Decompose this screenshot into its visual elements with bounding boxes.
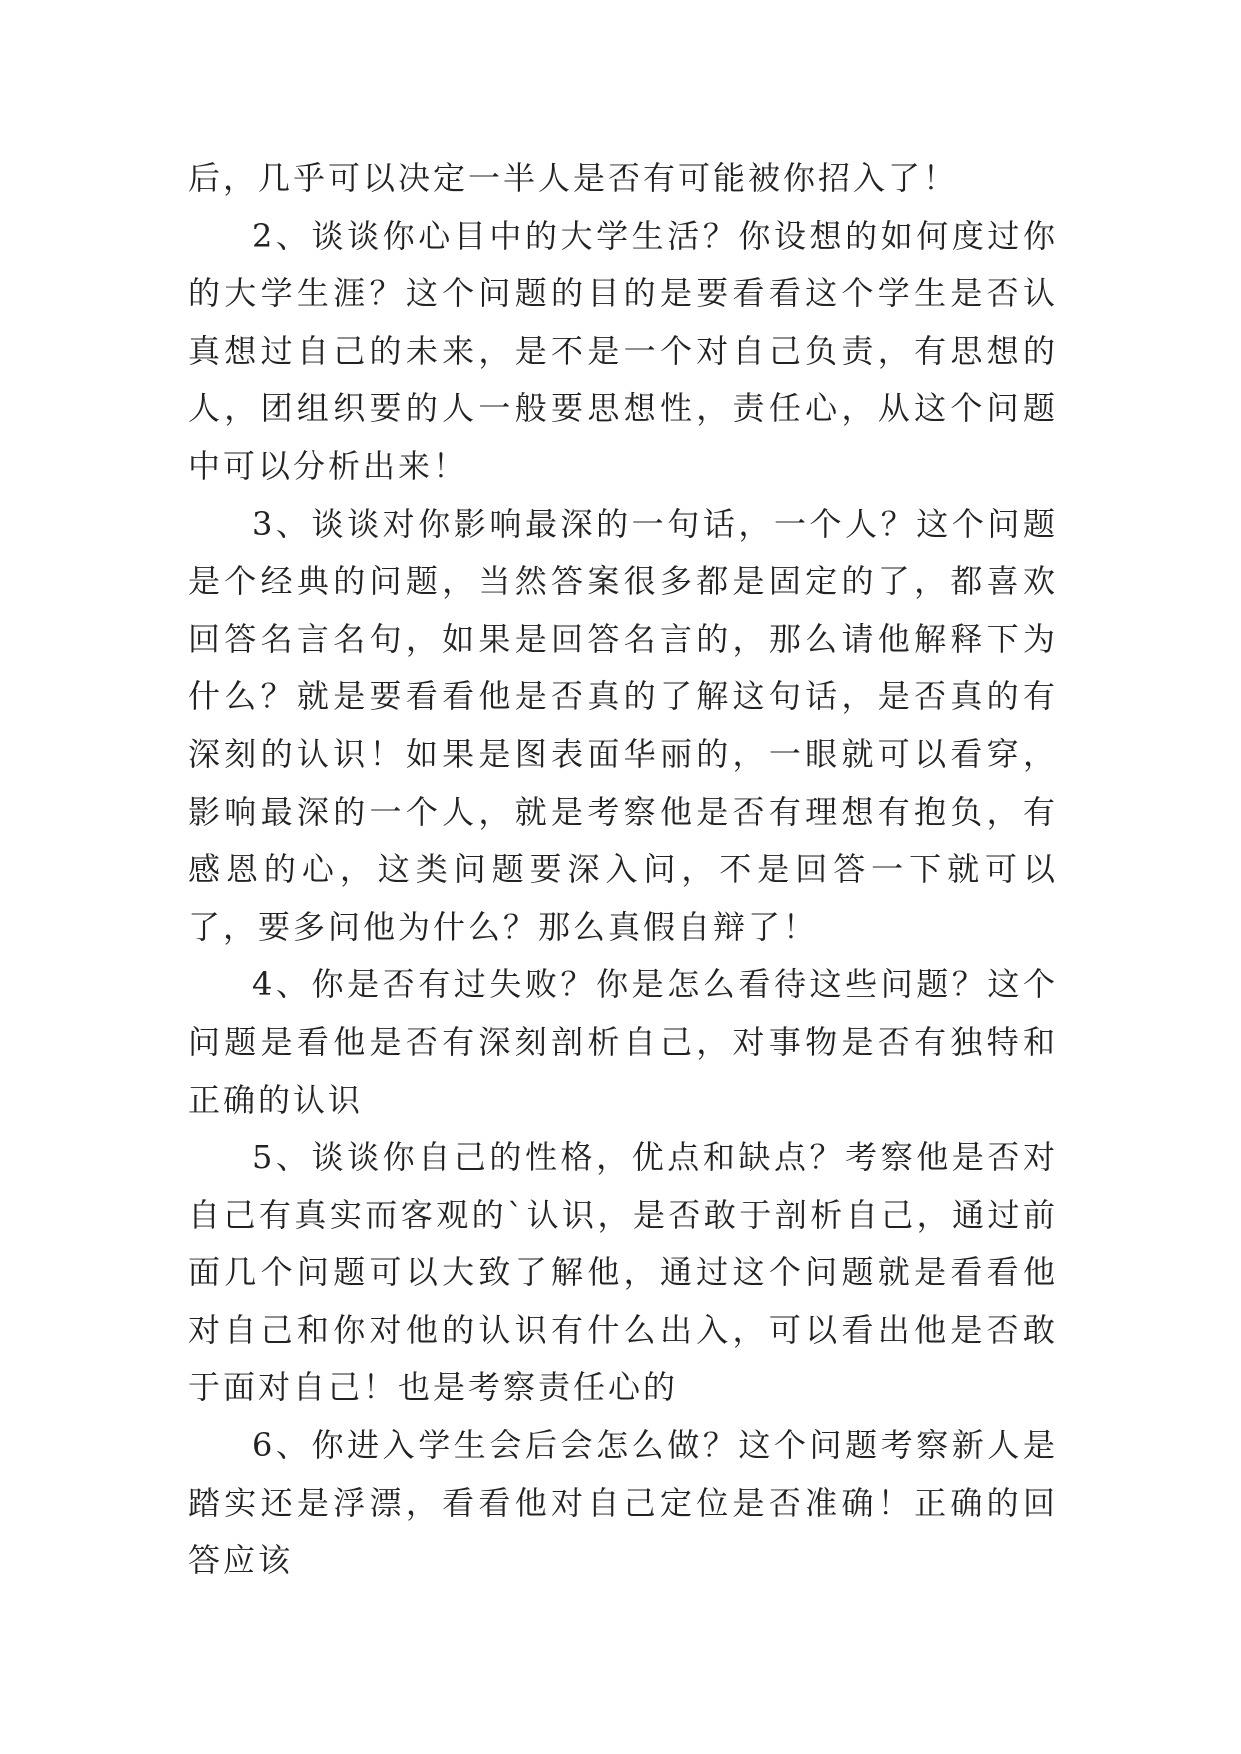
paragraph-6: 6、你进入学生会后会怎么做？这个问题考察新人是踏实还是浮漂，看看他对自己定位是否准确！正确的回答应该 xyxy=(188,1426,1058,1580)
paragraph-2: 2、谈谈你心目中的大学生活？你设想的如何度过你的大学生涯？这个问题的目的是要看看这个学生是否认真想过自己的未来，是不是一个对自己负责，有思想的人，团组织要的人一般要思想性，责任心，从这个问题中可以分析出来！ xyxy=(188,216,1058,485)
paragraph-1: 后，几乎可以决定一半人是否有可能被你招入了！ xyxy=(188,159,959,197)
document-body xyxy=(188,150,1058,1590)
paragraph-5: 5、谈谈你自己的性格，优点和缺点？考察他是否对自己有真实而客观的`认识，是否敢于剖析自己，通过前面几个问题可以大致了解他，通过这个问题就是看看他对自己和你对他的认识有什么出入，可以看出他是否敢于面对自己！也是考察责任心的 xyxy=(188,1138,1058,1407)
paragraph-4: 4、你是否有过失败？你是怎么看待这些问题？这个问题是看他是否有深刻剖析自己，对事物是否有独特和正确的认识 xyxy=(188,965,1058,1119)
paragraph-3: 3、谈谈对你影响最深的一句话，一个人？这个问题是个经典的问题，当然答案很多都是固定的了，都喜欢回答名言名句，如果是回答名言的，那么请他解释下为什么？就是要看看他是否真的了解这句话，是否真的有深刻的认识！如果是图表面华丽的，一眼就可以看穿， 影响最深的一个人，就是考察他是否有理想有抱负，有感恩的心，这类问题要深入问，不是回答一下就可以了，要多问他为什么？那么真假自辩了！ xyxy=(188,504,1058,946)
